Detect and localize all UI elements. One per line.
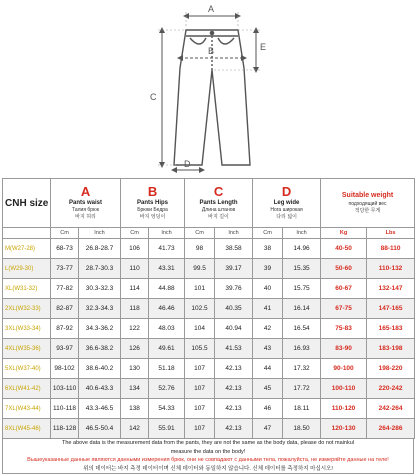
unit-inch: Inch	[283, 228, 321, 239]
cell-d-in: 18.11	[283, 399, 321, 419]
cell-a-cm: 68-73	[51, 239, 79, 259]
cell-d-cm: 47	[253, 419, 283, 439]
cell-lbs: 183-198	[367, 339, 415, 359]
cell-a-in: 26.8-28.7	[79, 239, 121, 259]
cell-c-in: 42.13	[215, 379, 253, 399]
cell-lbs: 88-110	[367, 239, 415, 259]
cell-d-in: 18.50	[283, 419, 321, 439]
cell-lbs: 165-183	[367, 319, 415, 339]
cell-a-in: 40.6-43.3	[79, 379, 121, 399]
cell-d-in: 14.96	[283, 239, 321, 259]
cell-lbs: 198-220	[367, 359, 415, 379]
cell-size: 4XL(W35-36)	[3, 339, 51, 359]
col-header-d: D Leg wide Нога широкая 다리 넓이	[253, 179, 321, 228]
note-en-2: measure the data on the body!	[170, 448, 246, 455]
cell-a-in: 32.3-34.3	[79, 299, 121, 319]
cell-c-in: 39.17	[215, 259, 253, 279]
col-header-c: C Pants Length Длина штанов 바지 길이	[185, 179, 253, 228]
cell-size: L(W29-30)	[3, 259, 51, 279]
cell-d-in: 17.32	[283, 359, 321, 379]
col-header-weight: Suitable weight подходящий вес 적당한 무게	[321, 179, 415, 228]
cell-size: XL(W31-32)	[3, 279, 51, 299]
label-c: C	[150, 92, 157, 102]
table-row	[3, 419, 415, 439]
cell-size: M(W27-28)	[3, 239, 51, 259]
cell-kg: 83-90	[321, 339, 367, 359]
size-table	[2, 178, 415, 439]
cell-b-cm: 106	[121, 239, 149, 259]
cell-b-in: 55.91	[149, 419, 185, 439]
cell-c-cm: 107	[185, 399, 215, 419]
cell-c-cm: 107	[185, 379, 215, 399]
header-row	[3, 179, 415, 228]
corner-label: CNH size	[3, 179, 51, 228]
col-header-b: B Pants Hips Брюки Бедра 바지 엉덩이	[121, 179, 185, 228]
unit-cm: Cm	[253, 228, 283, 239]
cell-size: 2XL(W32-33)	[3, 299, 51, 319]
cell-b-cm: 130	[121, 359, 149, 379]
cell-b-in: 48.03	[149, 319, 185, 339]
cell-c-in: 39.76	[215, 279, 253, 299]
cell-a-in: 28.7-30.3	[79, 259, 121, 279]
cell-c-in: 38.58	[215, 239, 253, 259]
cell-b-cm: 110	[121, 259, 149, 279]
cell-c-cm: 107	[185, 419, 215, 439]
table-row	[3, 259, 415, 279]
cell-d-in: 16.14	[283, 299, 321, 319]
cell-c-cm: 102.5	[185, 299, 215, 319]
cell-c-cm: 107	[185, 359, 215, 379]
cell-lbs: 220-242	[367, 379, 415, 399]
cell-a-in: 46.5-50.4	[79, 419, 121, 439]
cell-d-cm: 46	[253, 399, 283, 419]
cell-size: 8XL(W45-46)	[3, 419, 51, 439]
cell-c-in: 41.53	[215, 339, 253, 359]
cell-d-in: 16.54	[283, 319, 321, 339]
cell-kg: 90-100	[321, 359, 367, 379]
cell-d-in: 15.35	[283, 259, 321, 279]
cell-a-cm: 82-87	[51, 299, 79, 319]
cell-b-in: 49.61	[149, 339, 185, 359]
label-d: D	[184, 159, 191, 169]
cell-size: 6XL(W41-42)	[3, 379, 51, 399]
cell-size: 3XL(W33-34)	[3, 319, 51, 339]
table-row	[3, 299, 415, 319]
cell-c-cm: 99.5	[185, 259, 215, 279]
cell-a-cm: 73-77	[51, 259, 79, 279]
pants-measurement-diagram	[0, 0, 416, 178]
table-row	[3, 279, 415, 299]
cell-kg: 120-130	[321, 419, 367, 439]
cell-d-cm: 38	[253, 239, 283, 259]
cell-kg: 60-67	[321, 279, 367, 299]
note-en-1: The above data is the measurement data from the pants, they are not the same as the body data, please do not mainkul	[62, 440, 354, 446]
cell-d-cm: 43	[253, 339, 283, 359]
unit-lbs: Lbs	[367, 228, 415, 239]
unit-kg: Kg	[321, 228, 367, 239]
cell-a-cm: 103-110	[51, 379, 79, 399]
label-b: B	[208, 46, 215, 56]
cell-a-in: 36.6-38.2	[79, 339, 121, 359]
cell-size: 5XL(W37-40)	[3, 359, 51, 379]
cell-c-in: 42.13	[215, 359, 253, 379]
cell-b-in: 43.31	[149, 259, 185, 279]
cell-c-cm: 98	[185, 239, 215, 259]
cell-c-in: 40.35	[215, 299, 253, 319]
cell-b-in: 51.18	[149, 359, 185, 379]
table-row	[3, 359, 415, 379]
cell-b-cm: 134	[121, 379, 149, 399]
cell-kg: 100-110	[321, 379, 367, 399]
cell-a-cm: 118-128	[51, 419, 79, 439]
note-ru: Вышеуказанные данные являются данными измерения брюк, они не совпадают с данными тела, пожалуйста, не измеряйте данные на теле!	[27, 457, 389, 463]
unit-inch: Inch	[149, 228, 185, 239]
label-e: E	[260, 42, 267, 52]
table-row	[3, 319, 415, 339]
cell-kg: 40-50	[321, 239, 367, 259]
cell-d-cm: 45	[253, 379, 283, 399]
unit-inch: Inch	[215, 228, 253, 239]
cell-a-in: 38.6-40.2	[79, 359, 121, 379]
cell-kg: 50-60	[321, 259, 367, 279]
cell-kg: 67-75	[321, 299, 367, 319]
cell-b-cm: 122	[121, 319, 149, 339]
table-row	[3, 239, 415, 259]
cell-b-cm: 126	[121, 339, 149, 359]
cell-a-cm: 98-102	[51, 359, 79, 379]
cell-d-in: 15.75	[283, 279, 321, 299]
cell-lbs: 264-286	[367, 419, 415, 439]
cell-a-cm: 77-82	[51, 279, 79, 299]
cell-b-in: 41.73	[149, 239, 185, 259]
size-rows	[3, 239, 415, 439]
cell-b-in: 54.33	[149, 399, 185, 419]
measurement-notes	[2, 439, 414, 474]
col-header-a: A Pants waist Талия брюк 바지 허리	[51, 179, 121, 228]
cell-lbs: 110-132	[367, 259, 415, 279]
cell-a-in: 30.3-32.3	[79, 279, 121, 299]
cell-a-cm: 93-97	[51, 339, 79, 359]
unit-cm: Cm	[185, 228, 215, 239]
cell-a-cm: 110-118	[51, 399, 79, 419]
table-row	[3, 339, 415, 359]
table-row	[3, 379, 415, 399]
cell-b-in: 52.76	[149, 379, 185, 399]
cell-size: 7XL(W43-44)	[3, 399, 51, 419]
cell-b-in: 44.88	[149, 279, 185, 299]
cell-a-in: 43.3-46.5	[79, 399, 121, 419]
cell-d-cm: 41	[253, 299, 283, 319]
cell-c-cm: 101	[185, 279, 215, 299]
cell-kg: 75-83	[321, 319, 367, 339]
cell-lbs: 147-165	[367, 299, 415, 319]
cell-lbs: 242-264	[367, 399, 415, 419]
cell-d-cm: 40	[253, 279, 283, 299]
cell-lbs: 132-147	[367, 279, 415, 299]
cell-d-in: 17.72	[283, 379, 321, 399]
units-row	[3, 228, 415, 239]
cell-b-cm: 138	[121, 399, 149, 419]
pants-illustration	[0, 0, 416, 178]
cell-c-cm: 105.5	[185, 339, 215, 359]
cell-a-cm: 87-92	[51, 319, 79, 339]
cell-d-cm: 42	[253, 319, 283, 339]
cell-b-cm: 114	[121, 279, 149, 299]
cell-b-cm: 142	[121, 419, 149, 439]
cell-b-cm: 118	[121, 299, 149, 319]
note-ko: 위의 데이터는 바지 측정 데이터이며 신체 데이터와 동일하지 않습니다. 신체 데이터를 측정하지 마십시오!	[83, 465, 333, 472]
cell-a-in: 34.3-36.2	[79, 319, 121, 339]
cell-kg: 110-120	[321, 399, 367, 419]
cell-c-in: 42.13	[215, 399, 253, 419]
unit-inch: Inch	[79, 228, 121, 239]
label-a: A	[208, 4, 215, 14]
cell-d-cm: 44	[253, 359, 283, 379]
cell-c-in: 40.94	[215, 319, 253, 339]
cell-b-in: 46.46	[149, 299, 185, 319]
cell-d-cm: 39	[253, 259, 283, 279]
cell-d-in: 16.93	[283, 339, 321, 359]
cell-c-in: 42.13	[215, 419, 253, 439]
units-corner	[3, 228, 51, 239]
size-chart	[2, 178, 414, 474]
unit-cm: Cm	[51, 228, 79, 239]
cell-c-cm: 104	[185, 319, 215, 339]
unit-cm: Cm	[121, 228, 149, 239]
